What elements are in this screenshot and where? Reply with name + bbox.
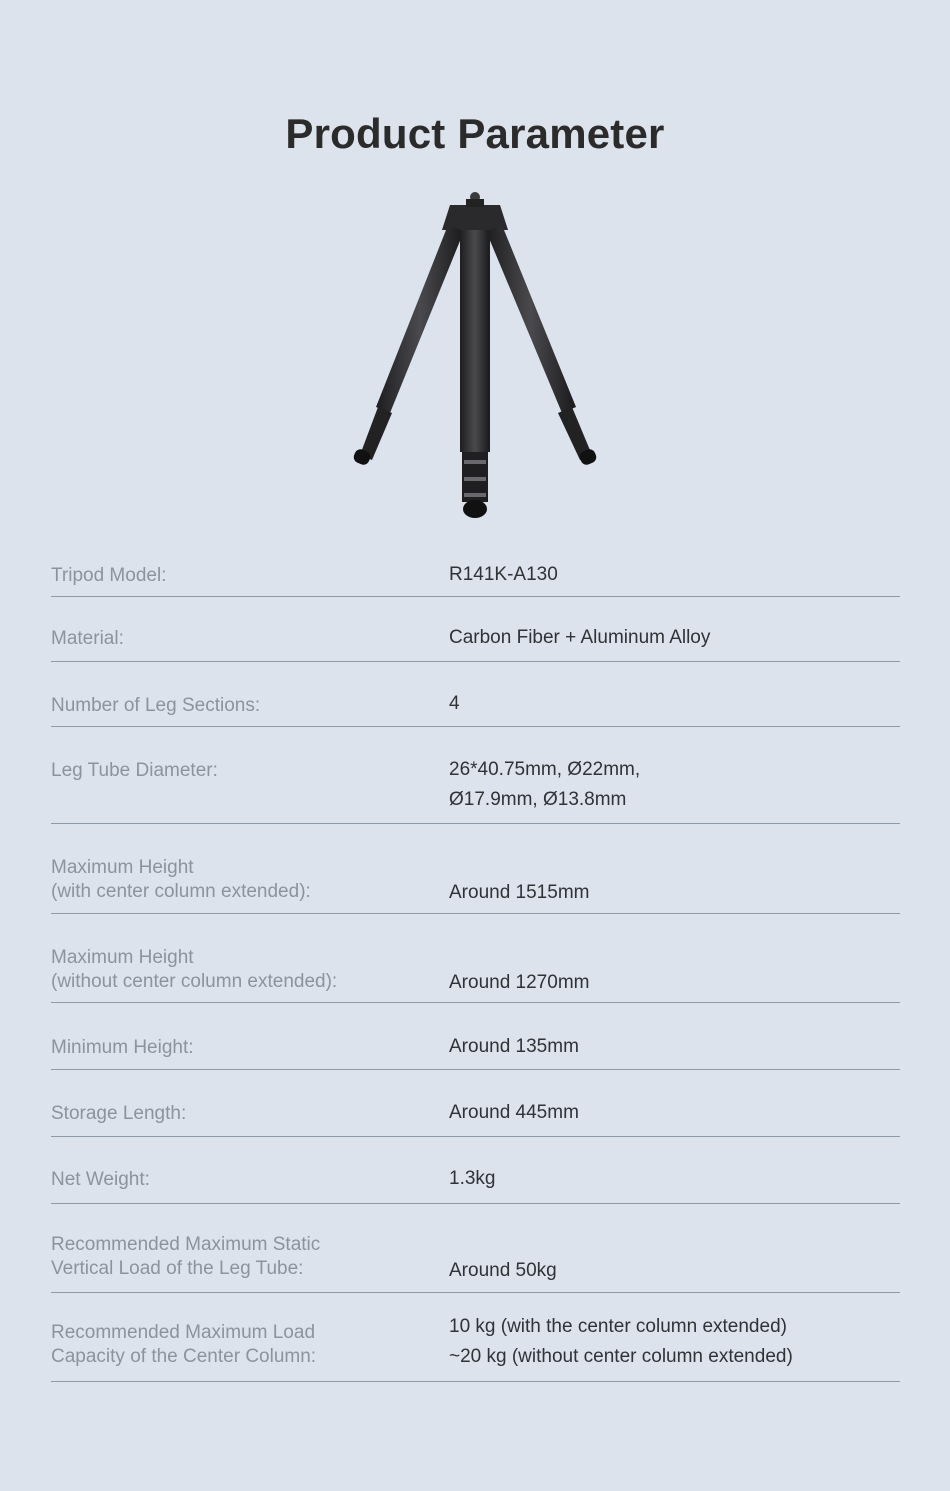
tripod-image	[340, 185, 610, 525]
spec-label: Net Weight:	[51, 1169, 150, 1190]
spec-label: Storage Length:	[51, 1103, 187, 1124]
spec-row-max-height-not-extended	[51, 914, 900, 1003]
spec-row-center-column-load	[51, 1293, 900, 1382]
spec-row-static-load-leg	[51, 1204, 900, 1293]
page-title: Product Parameter	[285, 110, 665, 157]
spec-row-net-weight	[51, 1137, 900, 1204]
spec-value: 4	[449, 693, 460, 714]
spec-value: 10 kg (with the center column extended) ~20 kg (without center column extended)	[449, 1316, 793, 1367]
spec-table	[51, 550, 900, 1382]
spec-label: Number of Leg Sections:	[51, 695, 261, 716]
spec-label: Leg Tube Diameter:	[51, 760, 218, 781]
spec-value: Around 445mm	[449, 1102, 579, 1123]
spec-value: R141K-A130	[449, 564, 558, 585]
spec-value: Around 50kg	[449, 1260, 557, 1281]
spec-value: Around 1515mm	[449, 882, 590, 903]
spec-value: Around 1270mm	[449, 972, 590, 993]
spec-row-leg-sections	[51, 662, 900, 727]
spec-value: 1.3kg	[449, 1168, 496, 1189]
spec-row-material	[51, 597, 900, 662]
spec-label: Minimum Height:	[51, 1037, 194, 1058]
spec-label: Recommended Maximum Load Capacity of the Center Column:	[51, 1322, 317, 1367]
spec-row-max-height-extended	[51, 824, 900, 914]
spec-row-tripod-model	[51, 550, 900, 597]
spec-value: Carbon Fiber + Aluminum Alloy	[449, 627, 711, 648]
spec-label: Tripod Model:	[51, 565, 167, 586]
spec-label: Material:	[51, 628, 124, 649]
spec-label: Maximum Height (without center column extended):	[51, 947, 338, 992]
spec-value: Around 135mm	[449, 1036, 579, 1057]
spec-label: Recommended Maximum Static Vertical Load of the Leg Tube:	[51, 1234, 321, 1279]
spec-row-leg-tube-diameter	[51, 727, 900, 824]
spec-row-storage-length	[51, 1070, 900, 1137]
spec-label: Maximum Height (with center column extended):	[51, 857, 311, 902]
spec-row-min-height	[51, 1003, 900, 1070]
spec-value: 26*40.75mm, Ø22mm, Ø17.9mm, Ø13.8mm	[449, 759, 641, 810]
